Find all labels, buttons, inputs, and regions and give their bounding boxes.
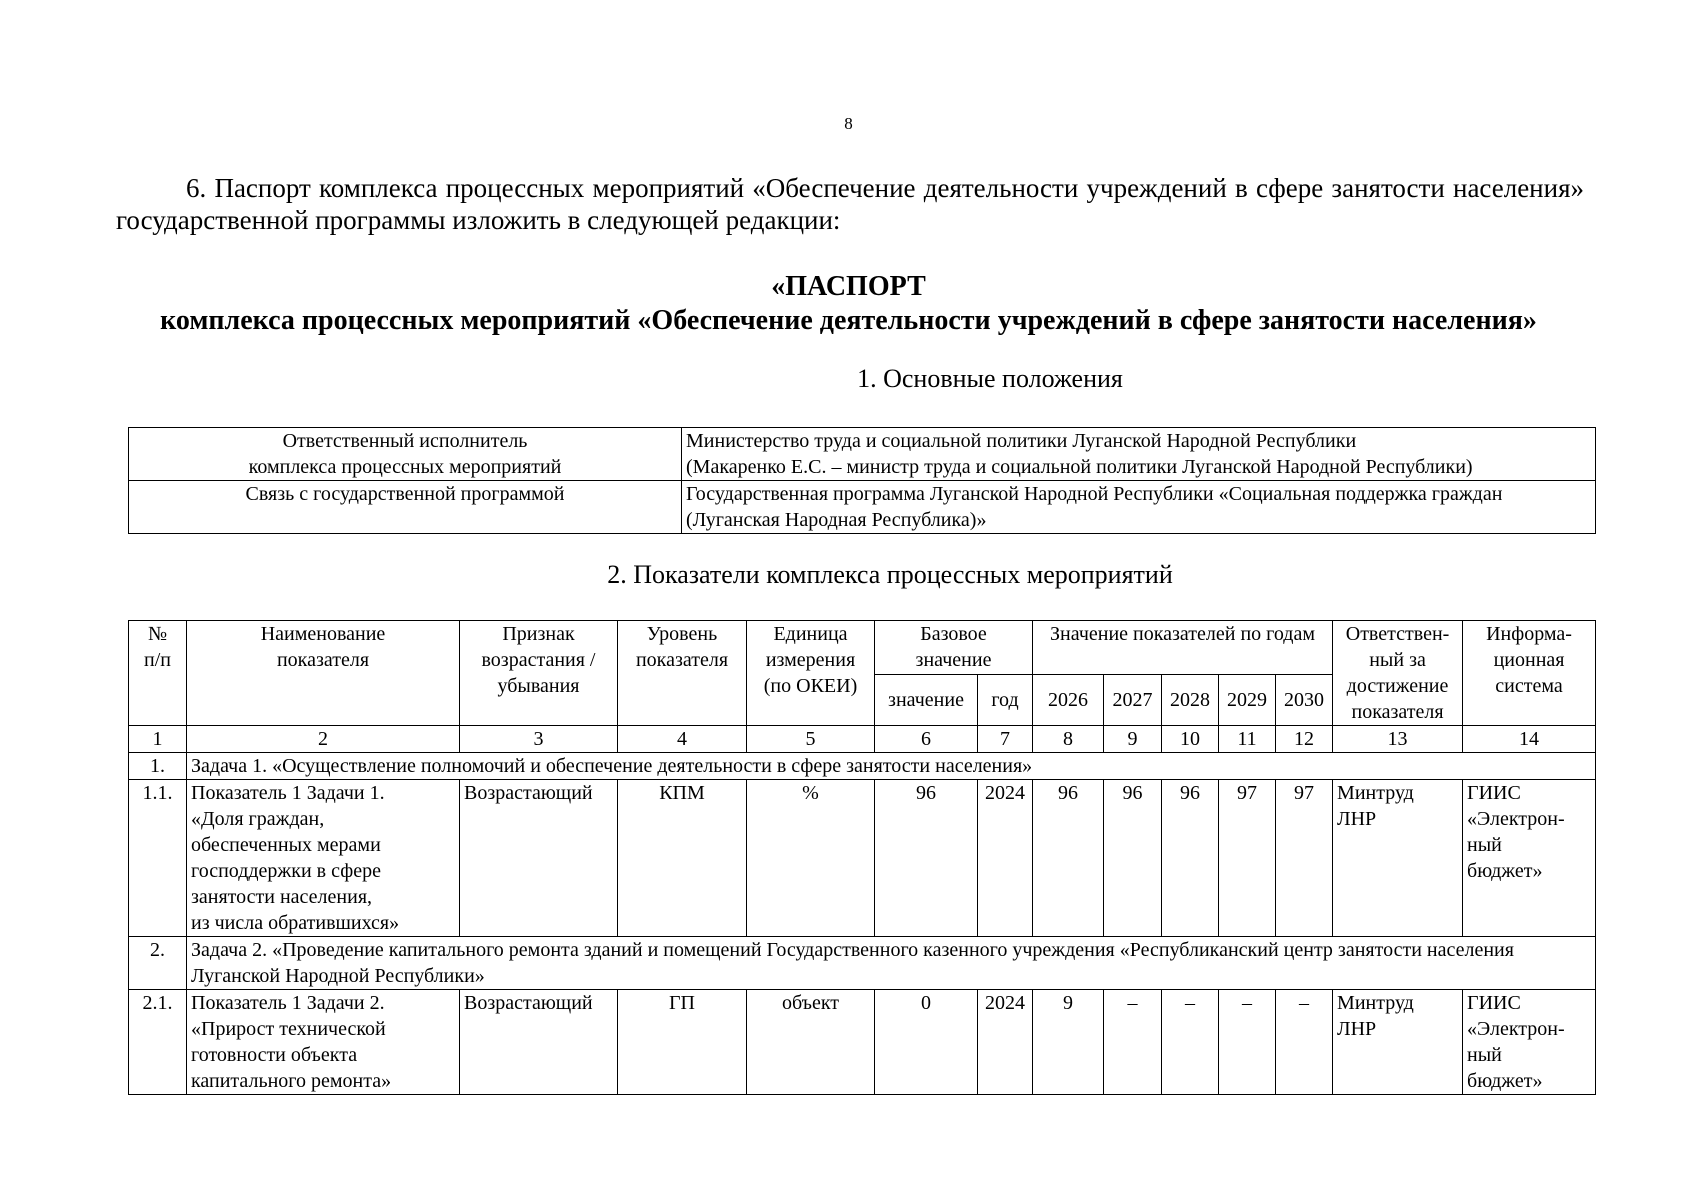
indicator-value: 96 [1033, 780, 1104, 937]
table-row [129, 428, 1596, 481]
indicator-num: 2.1. [129, 990, 187, 1095]
passport-title [0, 270, 1697, 338]
task-text: Задача 2. «Проведение капитального ремонта зданий и помещений Государственного казенного учреждения «Республиканский центр занятости населения Луганской Народной Республики» [187, 937, 1596, 990]
indicator-value: 9 [1033, 990, 1104, 1095]
indicator-system: ГИИС «Электрон- ный бюджет» [1463, 990, 1596, 1095]
indicator-level: КПМ [618, 780, 747, 937]
indicator-trend: Возрастающий [460, 990, 618, 1095]
passport-title-line2: комплекса процессных мероприятий «Обеспечение деятельности учреждений в сфере занятости населения» [160, 305, 1537, 336]
column-number: 3 [460, 726, 618, 753]
column-number: 2 [187, 726, 460, 753]
indicator-name: Показатель 1 Задачи 1. «Доля граждан, обеспеченных мерами господдержки в сфере занятости населения, из числа обратившихся» [187, 780, 460, 937]
header-row [129, 621, 1596, 675]
indicator-num: 1.1. [129, 780, 187, 937]
indicator-value: – [1276, 990, 1333, 1095]
header-trend: Признак возрастания / убывания [460, 621, 618, 726]
header-year: 2028 [1162, 675, 1219, 726]
indicators-table [128, 620, 1596, 1095]
header-level: Уровень показателя [618, 621, 747, 726]
indicator-value: – [1162, 990, 1219, 1095]
indicator-value: 97 [1276, 780, 1333, 937]
header-base-value: значение [875, 675, 978, 726]
program-link-label: Связь с государственной программой [129, 481, 682, 534]
indicator-row [129, 780, 1596, 937]
column-number: 4 [618, 726, 747, 753]
column-number: 5 [747, 726, 875, 753]
indicator-base-value: 0 [875, 990, 978, 1095]
task-num: 2. [129, 937, 187, 990]
header-year: 2030 [1276, 675, 1333, 726]
indicator-unit: % [747, 780, 875, 937]
indicator-row [129, 990, 1596, 1095]
indicator-trend: Возрастающий [460, 780, 618, 937]
header-system: Информа- ционная система [1463, 621, 1596, 726]
column-number: 14 [1463, 726, 1596, 753]
indicator-responsible: Минтруд ЛНР [1333, 780, 1463, 937]
indicator-system: ГИИС «Электрон- ный бюджет» [1463, 780, 1596, 937]
header-unit: Единица измерения (по ОКЕИ) [747, 621, 875, 726]
header-base-year: год [978, 675, 1033, 726]
page-number: 8 [844, 114, 853, 133]
indicator-value: – [1104, 990, 1162, 1095]
header-num: № п/п [129, 621, 187, 726]
basic-provisions-table [128, 427, 1596, 534]
header-year: 2027 [1104, 675, 1162, 726]
responsible-value: Министерство труда и социальной политики Луганской Народной Республики (Макаренко Е.С. – министр труда и социальной политики Луганской Народной Республики) [682, 428, 1596, 481]
indicator-responsible: Минтруд ЛНР [1333, 990, 1463, 1095]
task-num: 1. [129, 753, 187, 780]
header-responsible: Ответствен- ный за достижение показателя [1333, 621, 1463, 726]
column-number: 11 [1219, 726, 1276, 753]
responsible-label: Ответственный исполнитель комплекса процессных мероприятий [129, 428, 682, 481]
header-years-group: Значение показателей по годам [1033, 621, 1333, 675]
indicator-base-year: 2024 [978, 780, 1033, 937]
column-number: 12 [1276, 726, 1333, 753]
indicator-level: ГП [618, 990, 747, 1095]
task-text: Задача 1. «Осуществление полномочий и обеспечение деятельности в сфере занятости населения» [187, 753, 1596, 780]
header-year: 2026 [1033, 675, 1104, 726]
table-row [129, 481, 1596, 534]
section1-title: 1. Основные положения [857, 364, 1123, 393]
indicator-value: 97 [1219, 780, 1276, 937]
indicator-unit: объект [747, 990, 875, 1095]
indicator-base-year: 2024 [978, 990, 1033, 1095]
column-number: 1 [129, 726, 187, 753]
column-number: 13 [1333, 726, 1463, 753]
column-number: 9 [1104, 726, 1162, 753]
column-number: 7 [978, 726, 1033, 753]
column-numbers-row [129, 726, 1596, 753]
intro-paragraph: 6. Паспорт комплекса процессных мероприятий «Обеспечение деятельности учреждений в сфере занятости населения» государственной программы изложить в следующей редакции: [116, 173, 1584, 235]
indicator-value: 96 [1162, 780, 1219, 937]
section2-title: 2. Показатели комплекса процессных мероприятий [607, 560, 1173, 589]
header-year: 2029 [1219, 675, 1276, 726]
task-row [129, 937, 1596, 990]
column-number: 8 [1033, 726, 1104, 753]
passport-title-line1: «ПАСПОРТ [771, 271, 926, 302]
indicator-name: Показатель 1 Задачи 2. «Прирост технической готовности объекта капитального ремонта» [187, 990, 460, 1095]
header-name: Наименование показателя [187, 621, 460, 726]
column-number: 6 [875, 726, 978, 753]
program-link-value: Государственная программа Луганской Народной Республики «Социальная поддержка граждан (Луганская Народная Республика)» [682, 481, 1596, 534]
indicator-value: – [1219, 990, 1276, 1095]
header-base: Базовое значение [875, 621, 1033, 675]
indicator-base-value: 96 [875, 780, 978, 937]
task-row [129, 753, 1596, 780]
indicator-value: 96 [1104, 780, 1162, 937]
column-number: 10 [1162, 726, 1219, 753]
